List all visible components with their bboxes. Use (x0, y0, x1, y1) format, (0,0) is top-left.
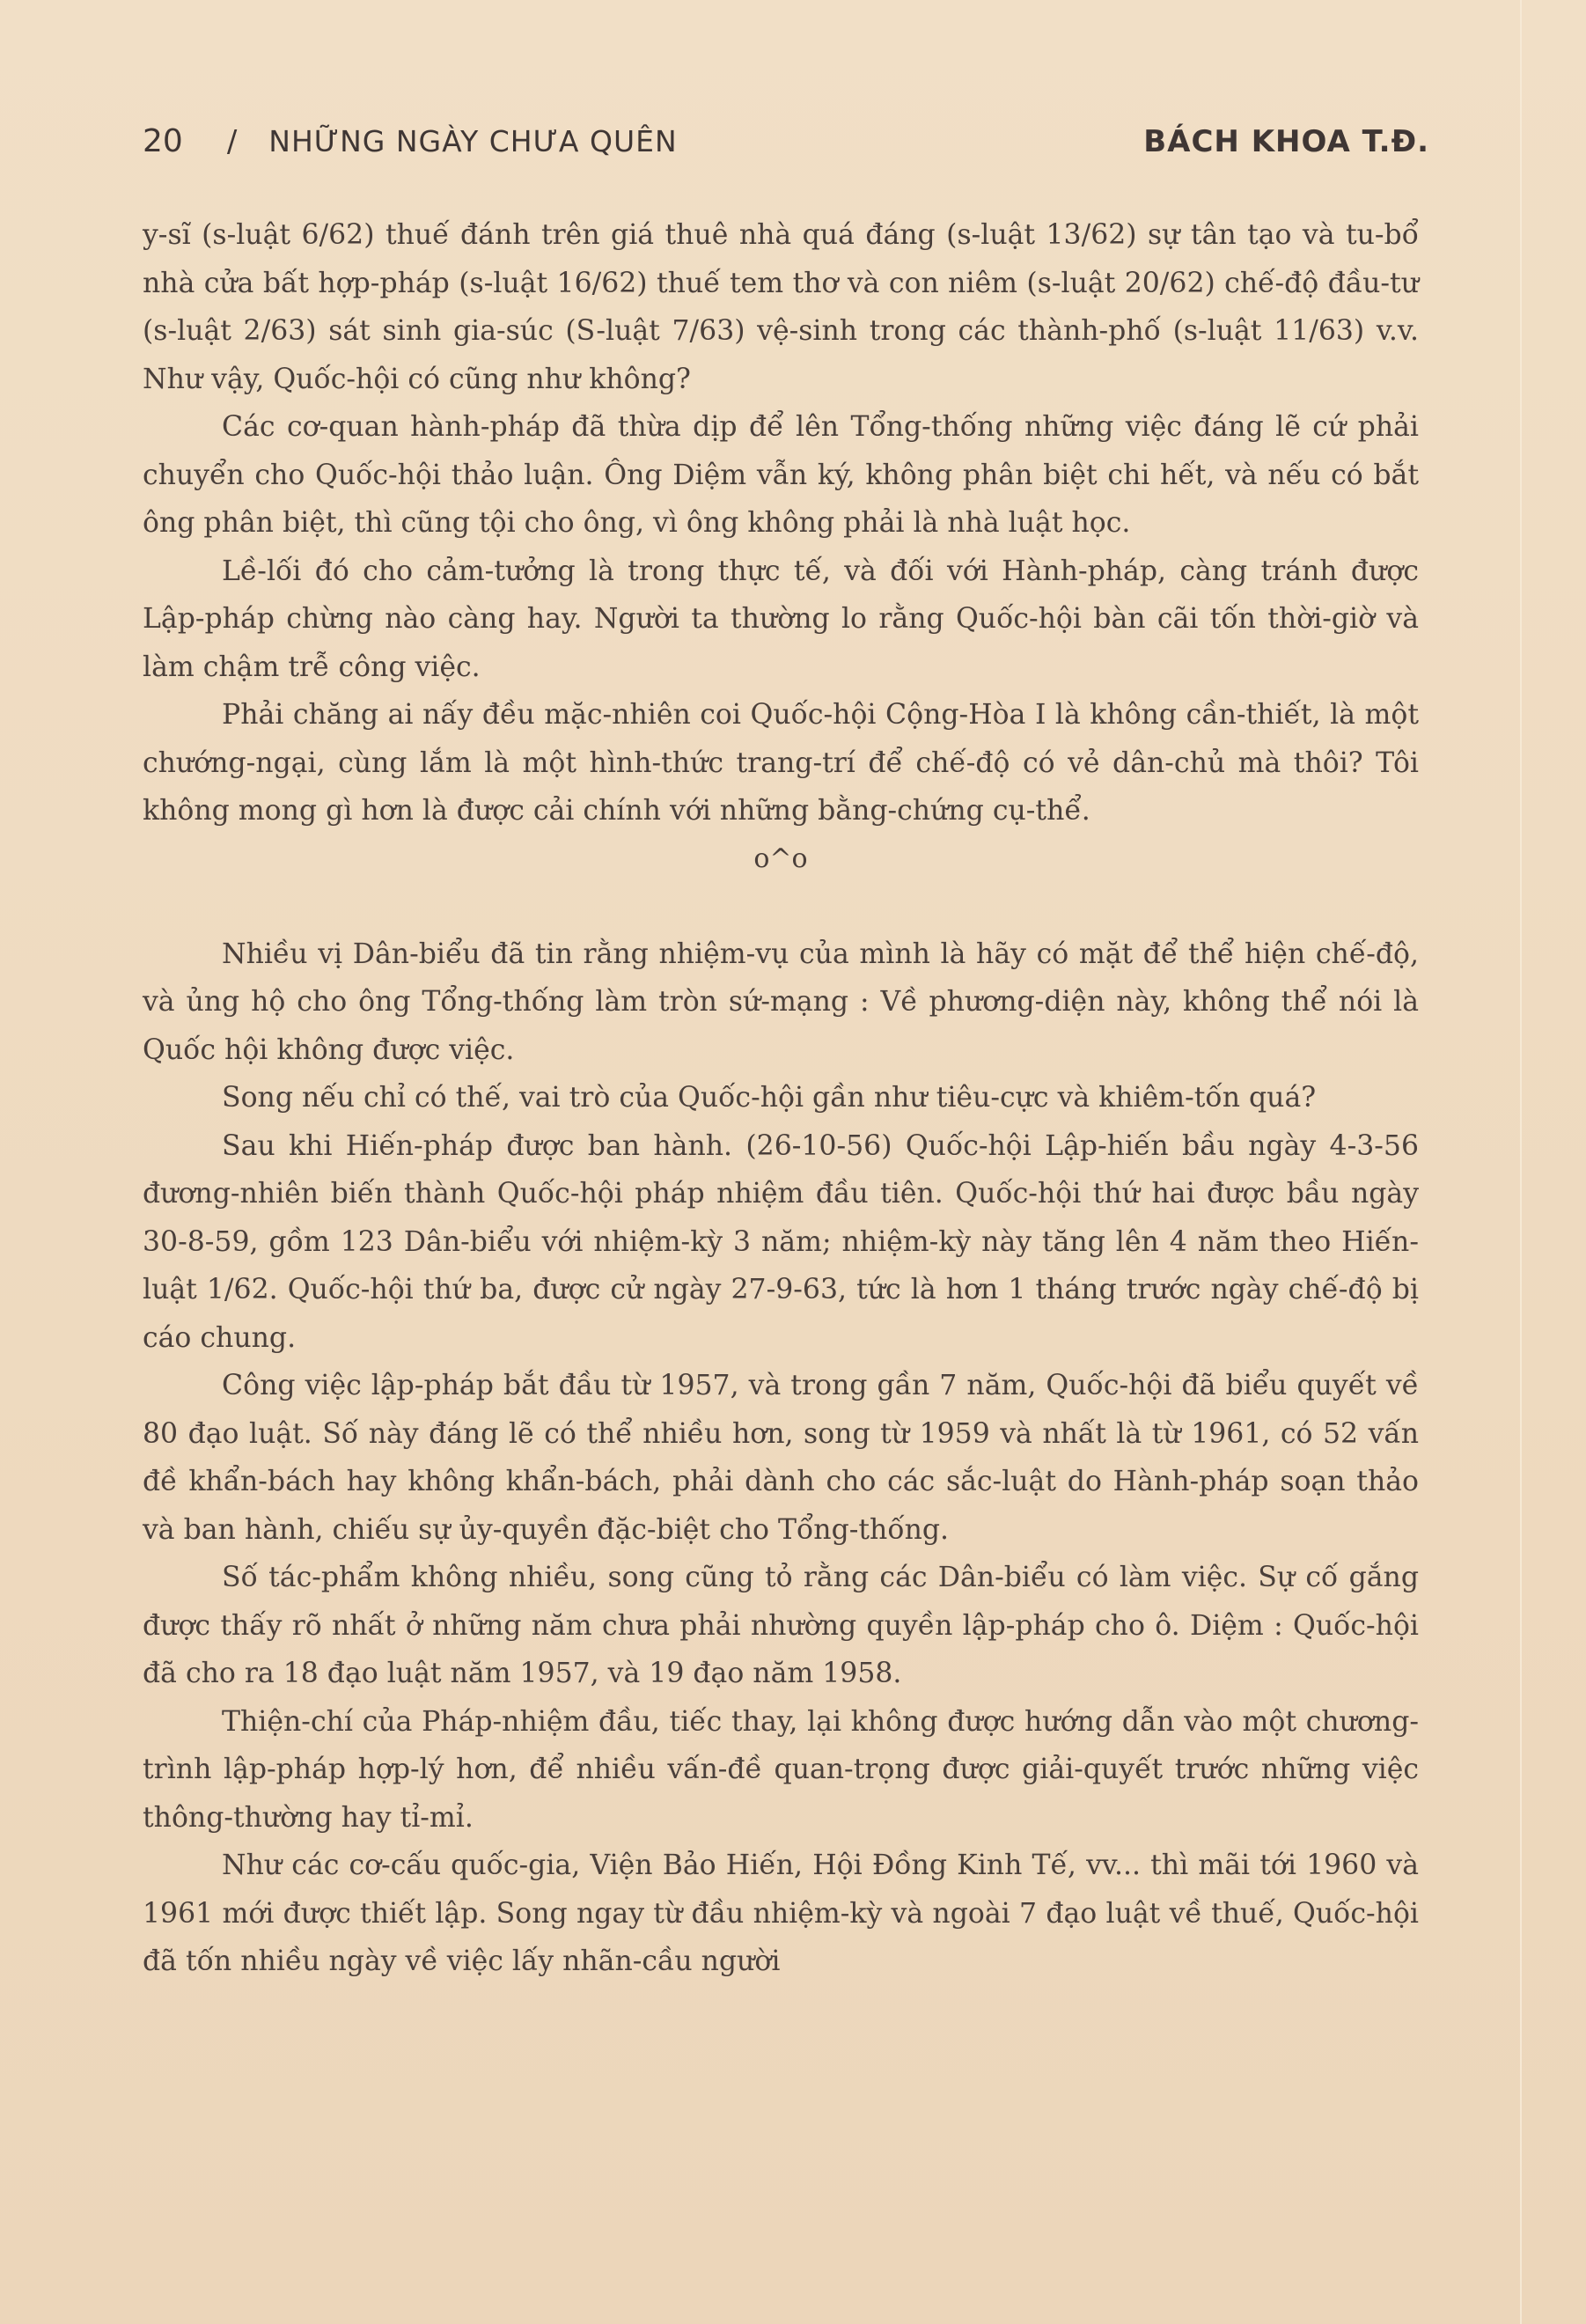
paragraph: Công việc lập-pháp bắt đầu từ 1957, và trong gần 7 năm, Quốc-hội đã biểu quyết về 80 đạo luật. Số này đáng lẽ có thể nhiều hơn, song từ 1959 và nhất là từ 1961, có 52 vấn đề khẩn-bách hay không khẩn-bách, phải dành cho các sắc-luật do Hành-pháp soạn thảo và ban hành, chiếu sự ủy-quyền đặc-biệt cho Tổng-thống. (143, 1370, 1419, 1546)
paragraph: Như các cơ-cấu quốc-gia, Viện Bảo Hiến, Hội Đồng Kinh Tế, vv... thì mãi tới 1960 và 1961 mới được thiết lập. Song ngay từ đầu nhiệm-kỳ và ngoài 7 đạo luật về thuế, Quốc-hội đã tốn nhiều ngày về việc lấy nhãn-cầu người (143, 1850, 1419, 1977)
article-body (143, 211, 1419, 1986)
page-number: 20 (143, 123, 183, 159)
paragraph: Song nếu chỉ có thế, vai trò của Quốc-hội gần như tiêu-cực và khiêm-tốn quá? (222, 1082, 1317, 1114)
paragraph: Các cơ-quan hành-pháp đã thừa dịp để lên Tổng-thống những việc đáng lẽ cứ phải chuyển cho Quốc-hội thảo luận. Ông Diệm vẫn ký, không phân biệt chi hết, và nếu có bắt ông phân biệt, thì cũng tội cho ông, vì ông không phải là nhà luật học. (143, 411, 1419, 539)
paragraph: Phải chăng ai nấy đều mặc-nhiên coi Quốc-hội Cộng-Hòa I là không cần-thiết, là một chướng-ngại, cùng lắm là một hình-thức trang-trí để chế-độ có vẻ dân-chủ mà thôi? Tôi không mong gì hơn là được cải chính với những bằng-chứng cụ-thể. (143, 699, 1419, 827)
running-title: NHỮNG NGÀY CHƯA QUÊN (268, 124, 678, 158)
paragraph: Sau khi Hiến-pháp được ban hành. (26-10-56) Quốc-hội Lập-hiến bầu ngày 4-3-56 đương-nhiên biến thành Quốc-hội pháp nhiệm đầu tiên. Quốc-hội thứ hai được bầu ngày 30-8-59, gồm 123 Dân-biểu với nhiệm-kỳ 3 năm; nhiệm-kỳ này tăng lên 4 năm theo Hiến-luật 1/62. Quốc-hội thứ ba, được cử ngày 27-9-63, tức là hơn 1 tháng trước ngày chế-độ bị cáo chung. (143, 1129, 1419, 1354)
paragraph: Nhiều vị Dân-biểu đã tin rằng nhiệm-vụ của mình là hãy có mặt để thể hiện chế-độ, và ủng hộ cho ông Tổng-thống làm tròn sứ-mạng : Về phương-diện này, không thể nói là Quốc hội không được việc. (143, 938, 1419, 1066)
paragraph: Thiện-chí của Pháp-nhiệm đầu, tiếc thay, lại không được hướng dẫn vào một chương-trình lập-pháp hợp-lý hơn, để nhiều vấn-đề quan-trọng được giải-quyết trước những việc thông-thường hay tỉ-mỉ. (143, 1705, 1419, 1834)
margin-line (1520, 0, 1522, 2324)
section-ornament: o^o (753, 842, 808, 874)
paragraph: Số tác-phẩm không nhiều, song cũng tỏ rằng các Dân-biểu có làm việc. Sự cố gắng được thấy rõ nhất ở những năm chưa phải nhường quyền lập-pháp cho ô. Diệm : Quốc-hội đã cho ra 18 đạo luật năm 1957, và 19 đạo năm 1958. (143, 1562, 1419, 1689)
paragraph: y-sĩ (s-luật 6/62) thuế đánh trên giá thuê nhà quá đáng (s-luật 13/62) sự tân tạo và tu-bổ nhà cửa bất hợp-pháp (s-luật 16/62) thuế tem thơ và con niêm (s-luật 20/62) chế-độ đầu-tư (s-luật 2/63) sát sinh gia-súc (S-luật 7/63) vệ-sinh trong các thành-phố (s-luật 11/63) v.v. Như vậy, Quốc-hội có cũng như không? (143, 219, 1419, 395)
paragraph: Lề-lối đó cho cảm-tưởng là trong thực tế, và đối với Hành-pháp, càng tránh được Lập-pháp chừng nào càng hay. Người ta thường lo rằng Quốc-hội bàn cãi tốn thời-giờ và làm chậm trễ công việc. (143, 555, 1419, 683)
journal-name: BÁCH KHOA T.Đ. (1143, 124, 1429, 159)
page-header (143, 123, 1429, 167)
header-separator: / (226, 124, 238, 159)
